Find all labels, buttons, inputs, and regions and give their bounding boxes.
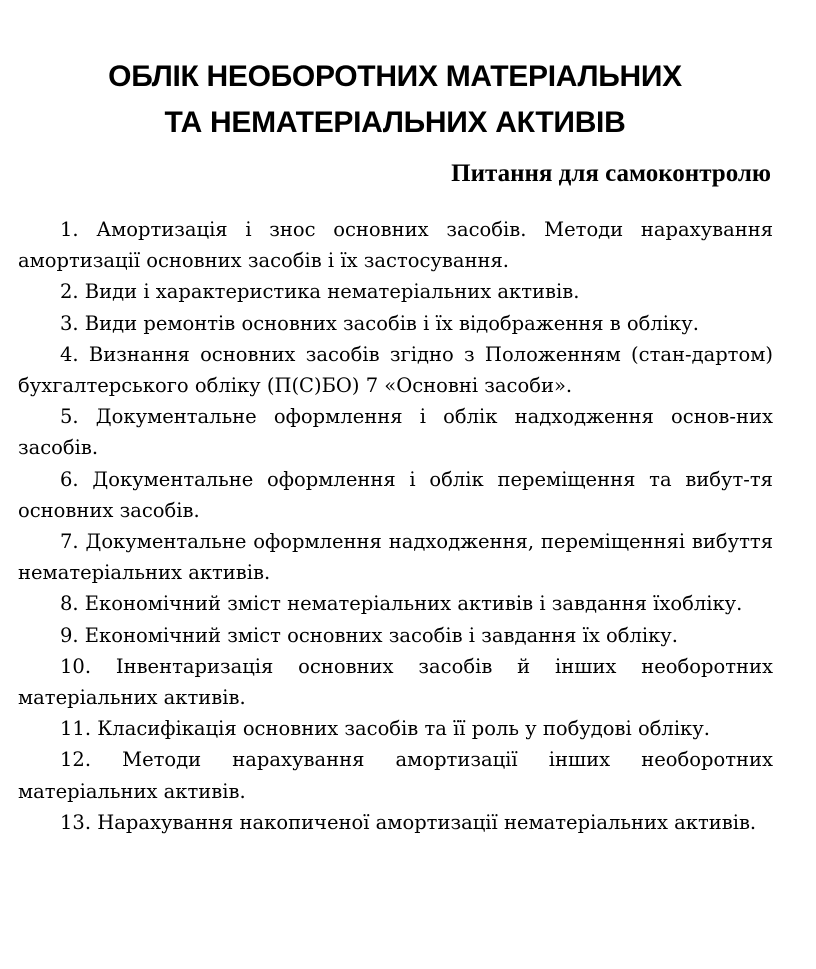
question-item-8: 8. Економічний зміст нематеріальних активів і завдання їхобліку.	[60, 592, 743, 616]
question-item-4: 4. Визнання основних засобів згідно з Положенням (стан-дартом) бухгалтерського обліку (П(С)БО) 7 «Основні засоби».	[18, 342, 773, 398]
question-item-11: 11. Класифікація основних засобів та її роль у побудові обліку.	[60, 717, 710, 741]
question-item-7: 7. Документальне оформлення надходження, переміщенняі вибуття нематеріальних активів.	[18, 530, 773, 585]
question-item-5: 5. Документальне оформлення і облік надходження основ-них засобів.	[18, 405, 773, 460]
question-item-9: 9. Економічний зміст основних засобів і завдання їх обліку.	[60, 623, 678, 647]
question-item-10: 10. Інвентаризація основних засобів й інших необоротних матеріальних активів.	[18, 654, 773, 710]
title-line-2: ТА НЕМАТЕРІАЛЬНИХ АКТИВІВ	[164, 106, 626, 140]
question-item-1: 1. Амортизація і знос основних засобів. Методи нарахування амортизації основних засобів і їх застосування.	[18, 218, 773, 273]
question-item-2: 2. Види і характеристика нематеріальних активів.	[60, 280, 580, 304]
section-heading: Питання для самоконтролю	[451, 160, 771, 187]
question-item-12: 12. Методи нарахування амортизації інших необоротних матеріальних активів.	[18, 748, 773, 803]
question-item-6: 6. Документальне оформлення і облік переміщення та вибут-тя основних засобів.	[18, 467, 773, 522]
title-line-1: ОБЛІК НЕОБОРОТНИХ МАТЕРІАЛЬНИХ	[108, 60, 682, 94]
question-item-13: 13. Нарахування накопиченої амортизації нематеріальних активів.	[60, 810, 757, 834]
question-item-3: 3. Види ремонтів основних засобів і їх відображення в обліку.	[60, 311, 699, 335]
questions-list	[18, 214, 773, 838]
document-title	[0, 54, 790, 146]
